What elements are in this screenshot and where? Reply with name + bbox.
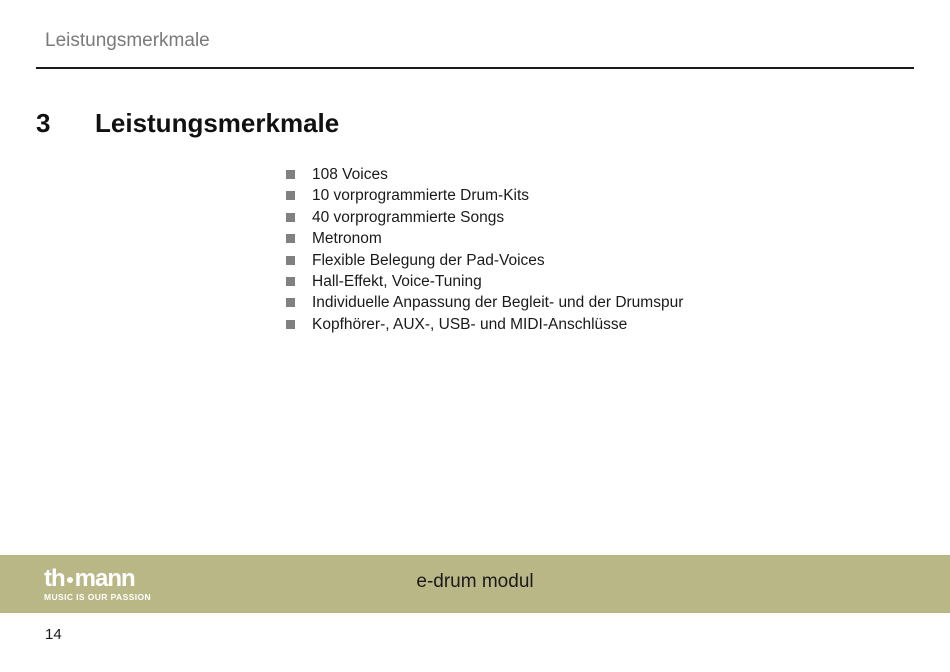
logo-word-right: mann bbox=[74, 565, 135, 592]
square-bullet-icon bbox=[286, 191, 295, 200]
running-header: Leistungsmerkmale bbox=[45, 30, 210, 51]
feature-item bbox=[286, 164, 683, 185]
footer-band bbox=[0, 555, 950, 613]
feature-item bbox=[286, 228, 683, 249]
square-bullet-icon bbox=[286, 298, 295, 307]
feature-text: 108 Voices bbox=[312, 166, 388, 183]
square-bullet-icon bbox=[286, 320, 295, 329]
feature-item bbox=[286, 250, 683, 271]
feature-item bbox=[286, 185, 683, 206]
square-bullet-icon bbox=[286, 277, 295, 286]
square-bullet-icon bbox=[286, 234, 295, 243]
square-bullet-icon bbox=[286, 213, 295, 222]
feature-text: 10 vorprogrammierte Drum-Kits bbox=[312, 187, 530, 205]
feature-text: Flexible Belegung der Pad-Voices bbox=[312, 251, 545, 269]
feature-item bbox=[286, 271, 683, 292]
square-bullet-icon bbox=[286, 170, 295, 179]
feature-list bbox=[286, 164, 683, 335]
page-number: 14 bbox=[45, 626, 62, 643]
header-rule bbox=[36, 67, 914, 69]
section-title: Leistungsmerkmale bbox=[95, 108, 340, 138]
product-name: e-drum modul bbox=[416, 571, 534, 592]
feature-text: Metronom bbox=[312, 230, 382, 248]
feature-item bbox=[286, 314, 683, 335]
feature-text: Kopfhörer-, AUX-, USB- und MIDI-Anschlüsse bbox=[312, 315, 628, 333]
section-number: 3 bbox=[36, 108, 51, 138]
feature-item bbox=[286, 292, 683, 313]
logo-word-left: th bbox=[44, 565, 65, 592]
feature-item bbox=[286, 207, 683, 228]
logo-tagline: MUSIC IS OUR PASSION bbox=[44, 592, 152, 602]
feature-text: Hall-Effekt, Voice-Tuning bbox=[312, 272, 482, 290]
square-bullet-icon bbox=[286, 256, 295, 265]
feature-text: 40 vorprogrammierte Songs bbox=[312, 208, 505, 226]
feature-text: Individuelle Anpassung der Begleit- und der Drumspur bbox=[312, 294, 684, 312]
